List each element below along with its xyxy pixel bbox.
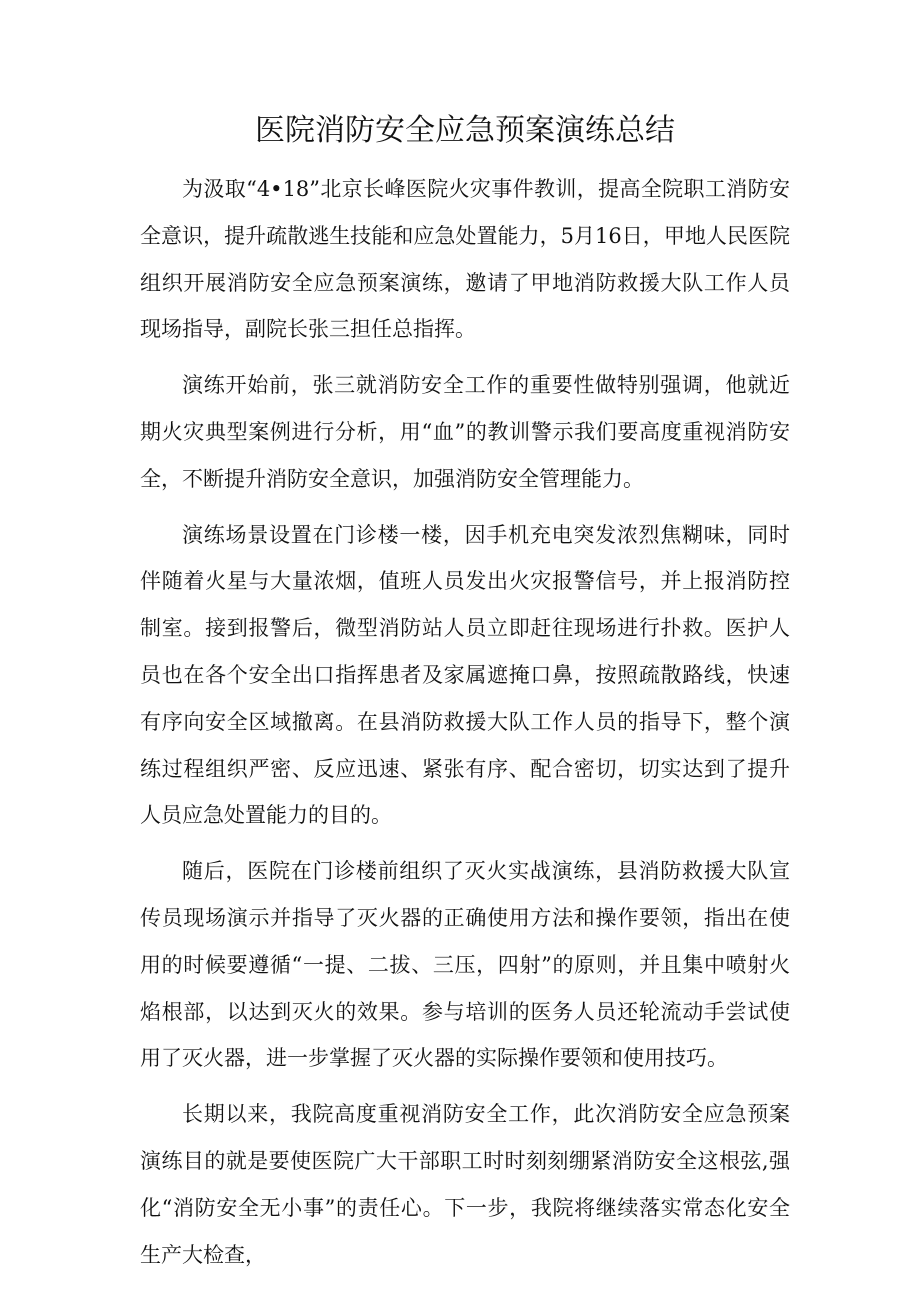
document-page	[140, 96, 790, 1278]
document-title: 医院消防安全应急预案演练总结	[255, 113, 675, 148]
paragraph-3: 演练场景设置在门诊楼一楼，因手机充电突发浓烈焦糊味，同时伴随着火星与大量浓烟，值班人员发出火灾报警信号，并上报消防控制室。接到报警后，微型消防站人员立即赶往现场进行扑救。医护人员也在各个安全出口指挥患者及家属遮掩口鼻，按照疏散路线，快速有序向安全区域撤离。在县消防救援大队工作人员的指导下，整个演练过程组织严密、反应迅速、紧张有序、配合密切，切实达到了提升人员应急处置能力的目的。	[140, 522, 790, 828]
paragraph-1: 为汲取“4•18”北京长峰医院火灾事件教训，提高全院职工消防安全意识，提升疏散逃生技能和应急处置能力，5月16日，甲地人民医院组织开展消防安全应急预案演练，邀请了甲地消防救援大队工作人员现场指导，副院长张三担任总指挥。	[140, 177, 790, 342]
paragraph-4: 随后，医院在门诊楼前组织了灭火实战演练，县消防救援大队宣传员现场演示并指导了灭火器的正确使用方法和操作要领，指出在使用的时候要遵循“一提、二拔、三压，四射”的原则，并且集中喷射火焰根部，以达到灭火的效果。参与培训的医务人员还轮流动手尝试使用了灭火器，进一步掌握了灭火器的实际操作要领和使用技巧。	[140, 859, 790, 1071]
paragraph-2: 演练开始前，张三就消防安全工作的重要性做特别强调，他就近期火灾典型案例进行分析，用“血”的教训警示我们要高度重视消防安全，不断提升消防安全意识，加强消防安全管理能力。	[140, 373, 790, 491]
paragraph-5: 长期以来，我院高度重视消防安全工作，此次消防安全应急预案演练目的就是要使医院广大干部职工时时刻刻绷紧消防安全这根弦,强化“消防安全无小事”的责任心。下一步，我院将继续落实常态化安全生产大检查，	[140, 1102, 790, 1267]
